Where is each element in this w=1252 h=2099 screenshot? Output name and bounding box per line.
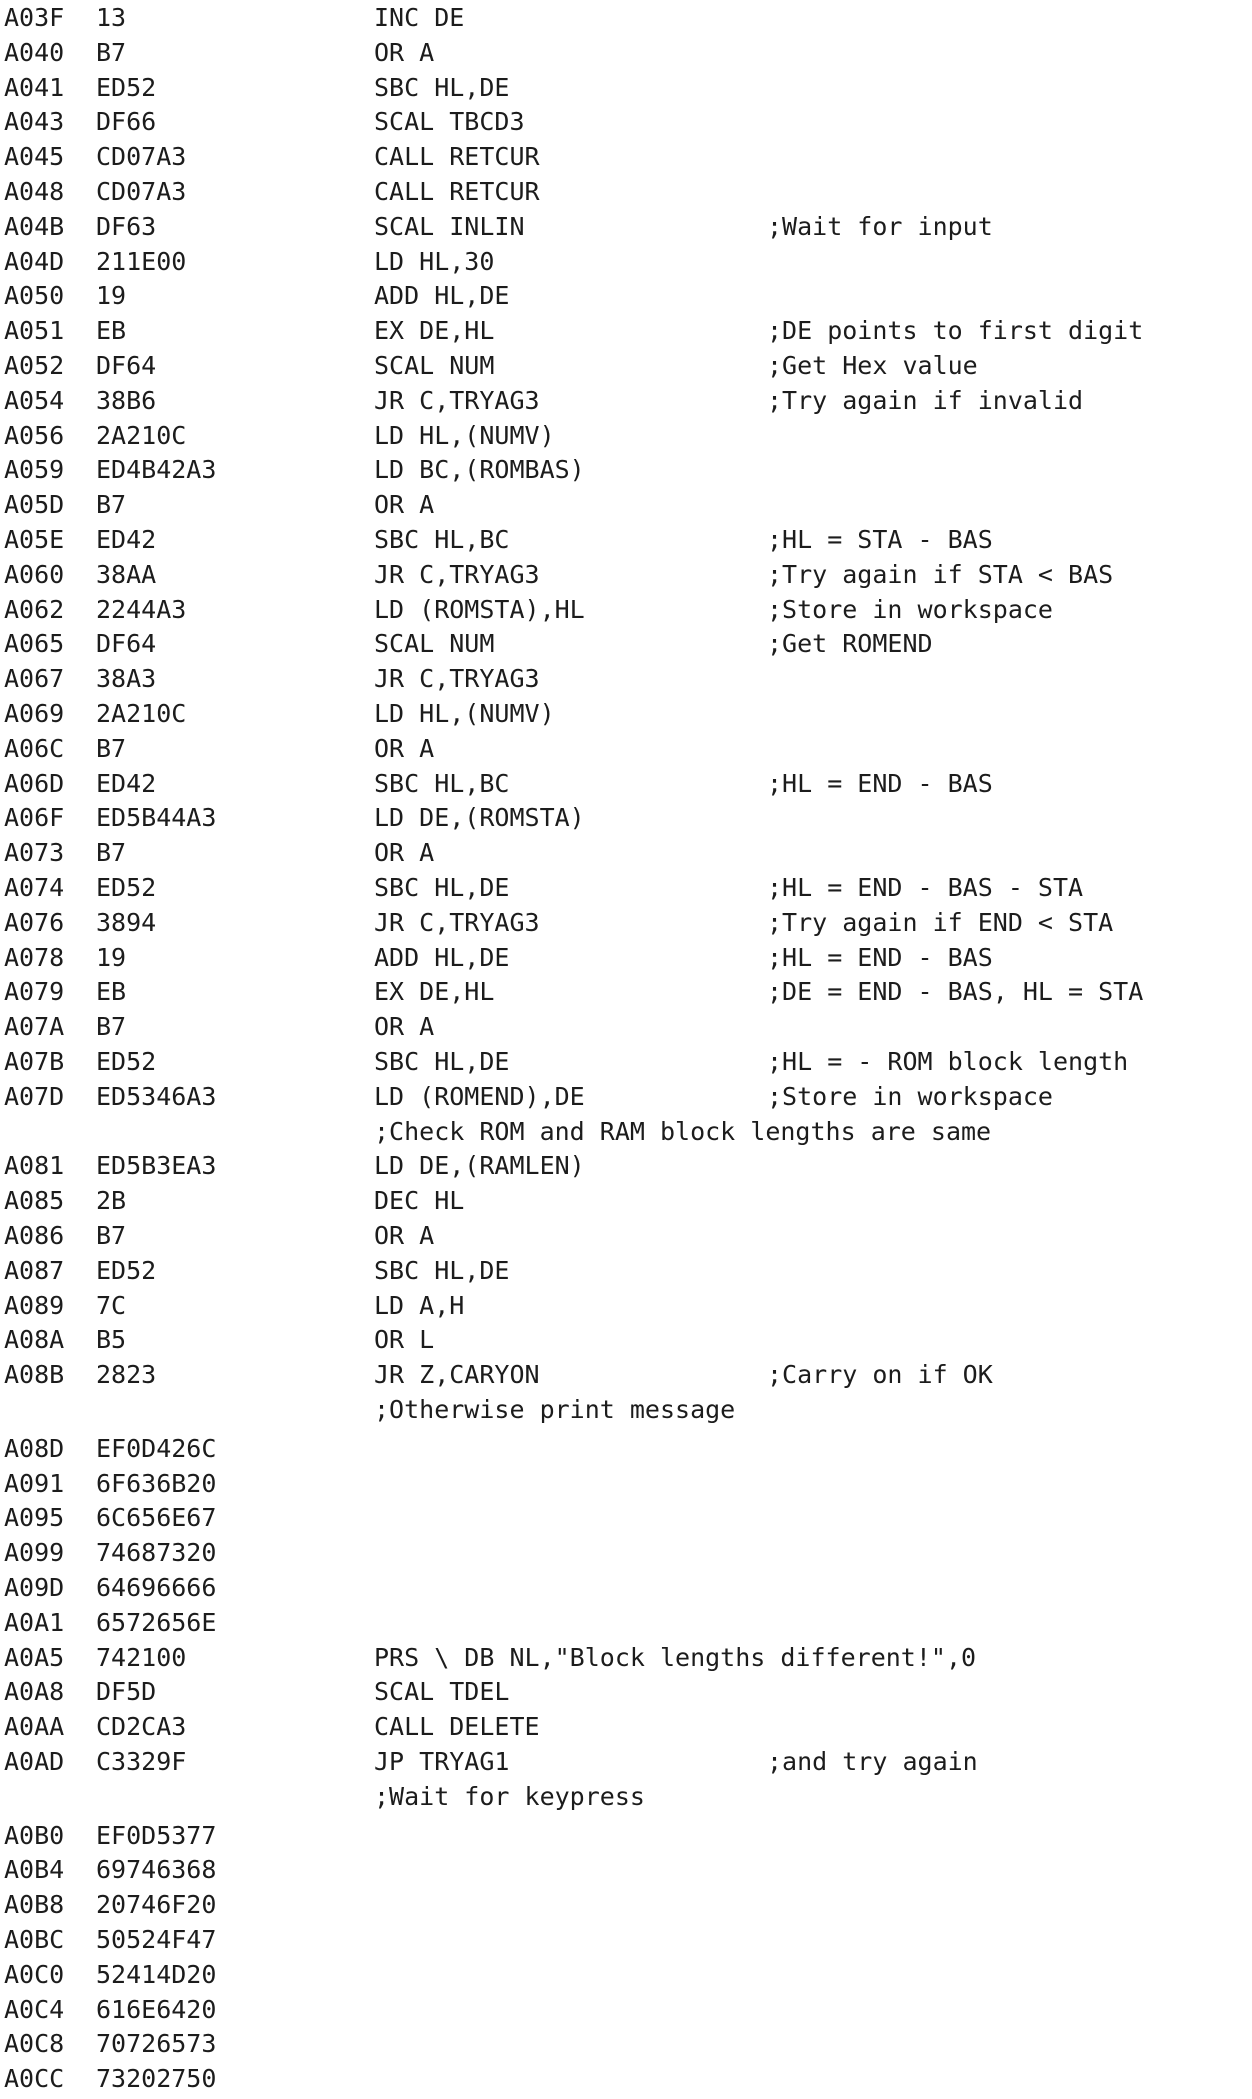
machine-code: DF5D [96, 1677, 157, 1706]
machine-code: 69746368 [96, 1855, 217, 1884]
address: A07B [4, 1047, 65, 1076]
comment: ;Try again if STA < BAS [767, 560, 1114, 589]
listing-line [0, 209, 1252, 244]
address: A059 [4, 455, 65, 484]
address: A087 [4, 1256, 65, 1285]
address: A043 [4, 107, 65, 136]
instruction: SCAL NUM [374, 629, 495, 658]
listing-line [0, 1852, 1252, 1887]
instruction: LD DE,(ROMSTA) [374, 803, 585, 832]
listing-line [0, 940, 1252, 975]
address: A09D [4, 1573, 65, 1602]
machine-code: DF66 [96, 107, 157, 136]
instruction: CALL DELETE [374, 1712, 540, 1741]
instruction: CALL RETCUR [374, 177, 540, 206]
address: A078 [4, 943, 65, 972]
address: A08B [4, 1360, 65, 1389]
address: A07D [4, 1082, 65, 1111]
machine-code: 73202750 [96, 2064, 217, 2093]
section-comment: ;Check ROM and RAM block lengths are same [374, 1117, 992, 1146]
instruction: CALL RETCUR [374, 142, 540, 171]
address: A099 [4, 1538, 65, 1567]
listing-line [0, 104, 1252, 139]
address: A085 [4, 1186, 65, 1215]
section-comment: ;Wait for keypress [374, 1782, 645, 1811]
comment: ;Try again if END < STA [767, 908, 1114, 937]
address: A04B [4, 212, 65, 241]
listing-line [0, 35, 1252, 70]
machine-code: 2244A3 [96, 595, 187, 624]
machine-code: ED52 [96, 73, 157, 102]
address: A054 [4, 386, 65, 415]
address: A0AA [4, 1712, 65, 1741]
listing-line [0, 1079, 1252, 1114]
instruction: EX DE,HL [374, 316, 495, 345]
listing-line [0, 452, 1252, 487]
comment: ;Store in workspace [767, 1082, 1053, 1111]
address: A065 [4, 629, 65, 658]
address: A08D [4, 1434, 65, 1463]
listing-line [0, 661, 1252, 696]
listing-line [0, 2026, 1252, 2061]
instruction: EX DE,HL [374, 977, 495, 1006]
address: A05E [4, 525, 65, 554]
address: A050 [4, 281, 65, 310]
machine-code: 38B6 [96, 386, 157, 415]
listing-line [0, 1431, 1252, 1466]
listing-line [0, 2061, 1252, 2096]
comment: ;Wait for input [767, 212, 993, 241]
listing-line [0, 1640, 1252, 1675]
instruction: SCAL TDEL [374, 1677, 510, 1706]
address: A0C8 [4, 2029, 65, 2058]
address: A04D [4, 247, 65, 276]
address: A0B8 [4, 1890, 65, 1919]
address: A06D [4, 769, 65, 798]
machine-code: 19 [96, 943, 127, 972]
machine-code: ED5B3EA3 [96, 1151, 217, 1180]
address: A0B0 [4, 1821, 65, 1850]
machine-code: B7 [96, 490, 127, 519]
machine-code: C3329F [96, 1747, 187, 1776]
machine-code: 70726573 [96, 2029, 217, 2058]
instruction: JR C,TRYAG3 [374, 664, 540, 693]
listing-line [0, 696, 1252, 731]
instruction: SCAL NUM [374, 351, 495, 380]
listing-line [0, 139, 1252, 174]
address: A041 [4, 73, 65, 102]
listing-line [0, 1605, 1252, 1640]
listing-line [0, 1114, 1252, 1149]
address: A0A8 [4, 1677, 65, 1706]
address: A05D [4, 490, 65, 519]
listing-line [0, 905, 1252, 940]
listing-line [0, 1466, 1252, 1501]
machine-code: 6C656E67 [96, 1503, 217, 1532]
machine-code: ED42 [96, 769, 157, 798]
instruction: SBC HL,DE [374, 1047, 510, 1076]
address: A0A1 [4, 1608, 65, 1637]
comment: ;HL = STA - BAS [767, 525, 993, 554]
listing-line [0, 1148, 1252, 1183]
comment: ;DE points to first digit [767, 316, 1144, 345]
machine-code: ED5B44A3 [96, 803, 217, 832]
address: A060 [4, 560, 65, 589]
listing-line [0, 0, 1252, 35]
listing-line [0, 626, 1252, 661]
machine-code: EF0D5377 [96, 1821, 217, 1850]
machine-code: 38A3 [96, 664, 157, 693]
machine-code: CD2CA3 [96, 1712, 187, 1741]
address: A06C [4, 734, 65, 763]
address: A052 [4, 351, 65, 380]
listing-line [0, 1818, 1252, 1853]
machine-code: 3894 [96, 908, 157, 937]
machine-code: B7 [96, 1221, 127, 1250]
machine-code: B7 [96, 838, 127, 867]
machine-code: CD07A3 [96, 177, 187, 206]
instruction: OR A [374, 490, 435, 519]
instruction: SCAL TBCD3 [374, 107, 525, 136]
address: A056 [4, 421, 65, 450]
machine-code: B7 [96, 1012, 127, 1041]
instruction: JR C,TRYAG3 [374, 386, 540, 415]
instruction: DEC HL [374, 1186, 465, 1215]
address: A062 [4, 595, 65, 624]
address: A0AD [4, 1747, 65, 1776]
listing-line [0, 1887, 1252, 1922]
address: A08A [4, 1325, 65, 1354]
listing-line [0, 383, 1252, 418]
machine-code: EB [96, 977, 127, 1006]
listing-line [0, 1674, 1252, 1709]
address: A079 [4, 977, 65, 1006]
machine-code: 6F636B20 [96, 1469, 217, 1498]
instruction: SBC HL,BC [374, 769, 510, 798]
machine-code: 2A210C [96, 421, 187, 450]
comment: ;HL = END - BAS [767, 943, 993, 972]
instruction: JP TRYAG1 [374, 1747, 510, 1776]
section-comment: ;Otherwise print message [374, 1395, 736, 1424]
instruction: ADD HL,DE [374, 281, 510, 310]
listing-line [0, 313, 1252, 348]
address: A0B4 [4, 1855, 65, 1884]
address: A073 [4, 838, 65, 867]
address: A051 [4, 316, 65, 345]
instruction: LD HL,30 [374, 247, 495, 276]
address: A0A5 [4, 1643, 65, 1672]
machine-code: 2B [96, 1186, 127, 1215]
address: A06F [4, 803, 65, 832]
instruction: LD BC,(ROMBAS) [374, 455, 585, 484]
address: A074 [4, 873, 65, 902]
machine-code: 64696666 [96, 1573, 217, 1602]
instruction: OR A [374, 1221, 435, 1250]
instruction: SCAL INLIN [374, 212, 525, 241]
machine-code: 6572656E [96, 1608, 217, 1637]
machine-code: 50524F47 [96, 1925, 217, 1954]
comment: ;Store in workspace [767, 595, 1053, 624]
instruction: ADD HL,DE [374, 943, 510, 972]
machine-code: DF64 [96, 351, 157, 380]
machine-code: DF63 [96, 212, 157, 241]
listing-line [0, 800, 1252, 835]
machine-code: EB [96, 316, 127, 345]
listing-line [0, 870, 1252, 905]
listing-line [0, 1044, 1252, 1079]
machine-code: CD07A3 [96, 142, 187, 171]
machine-code: B7 [96, 38, 127, 67]
comment: ;Try again if invalid [767, 386, 1084, 415]
address: A0C4 [4, 1995, 65, 2024]
address: A069 [4, 699, 65, 728]
listing-line [0, 1288, 1252, 1323]
machine-code: ED52 [96, 873, 157, 902]
listing-line [0, 1957, 1252, 1992]
listing-line [0, 278, 1252, 313]
listing-line [0, 1570, 1252, 1605]
instruction: SBC HL,BC [374, 525, 510, 554]
listing-line [0, 1709, 1252, 1744]
instruction: LD A,H [374, 1291, 465, 1320]
instruction: SBC HL,DE [374, 1256, 510, 1285]
instruction: JR Z,CARYON [374, 1360, 540, 1389]
comment: ;Get Hex value [767, 351, 978, 380]
comment: ;DE = END - BAS, HL = STA [767, 977, 1144, 1006]
instruction: OR A [374, 38, 435, 67]
comment: ;HL = END - BAS [767, 769, 993, 798]
machine-code: 74687320 [96, 1538, 217, 1567]
address: A07A [4, 1012, 65, 1041]
address: A040 [4, 38, 65, 67]
machine-code: ED42 [96, 525, 157, 554]
machine-code: 2A210C [96, 699, 187, 728]
address: A067 [4, 664, 65, 693]
machine-code: ED4B42A3 [96, 455, 217, 484]
listing-line [0, 1322, 1252, 1357]
machine-code: 13 [96, 3, 127, 32]
listing-line [0, 1218, 1252, 1253]
comment: ;HL = - ROM block length [767, 1047, 1129, 1076]
listing-line [0, 1744, 1252, 1779]
machine-code: EF0D426C [96, 1434, 217, 1463]
machine-code: B7 [96, 734, 127, 763]
comment: ;and try again [767, 1747, 978, 1776]
listing-line [0, 1922, 1252, 1957]
instruction: LD (ROMSTA),HL [374, 595, 585, 624]
listing-line [0, 557, 1252, 592]
listing-line [0, 592, 1252, 627]
listing-line [0, 487, 1252, 522]
instruction: PRS \ DB NL,"Block lengths different!",0 [374, 1643, 977, 1672]
listing-line [0, 974, 1252, 1009]
listing-line [0, 1535, 1252, 1570]
listing-line [0, 835, 1252, 870]
instruction: LD DE,(RAMLEN) [374, 1151, 585, 1180]
instruction: LD HL,(NUMV) [374, 699, 555, 728]
address: A048 [4, 177, 65, 206]
address: A091 [4, 1469, 65, 1498]
address: A089 [4, 1291, 65, 1320]
address: A045 [4, 142, 65, 171]
listing-line [0, 70, 1252, 105]
listing-line [0, 418, 1252, 453]
listing-line [0, 766, 1252, 801]
instruction: LD HL,(NUMV) [374, 421, 555, 450]
machine-code: 742100 [96, 1643, 187, 1672]
address: A0C0 [4, 1960, 65, 1989]
listing-line [0, 731, 1252, 766]
address: A0BC [4, 1925, 65, 1954]
address: A095 [4, 1503, 65, 1532]
instruction: OR A [374, 1012, 435, 1041]
listing-line [0, 244, 1252, 279]
machine-code: 7C [96, 1291, 127, 1320]
machine-code: DF64 [96, 629, 157, 658]
comment: ;Carry on if OK [767, 1360, 993, 1389]
instruction: OR L [374, 1325, 435, 1354]
machine-code: ED52 [96, 1256, 157, 1285]
instruction: SBC HL,DE [374, 73, 510, 102]
comment: ;Get ROMEND [767, 629, 933, 658]
machine-code: ED52 [96, 1047, 157, 1076]
machine-code: 52414D20 [96, 1960, 217, 1989]
listing-line [0, 1357, 1252, 1392]
listing-line [0, 348, 1252, 383]
address: A076 [4, 908, 65, 937]
listing-line [0, 1009, 1252, 1044]
instruction: OR A [374, 734, 435, 763]
instruction: INC DE [374, 3, 465, 32]
comment: ;HL = END - BAS - STA [767, 873, 1084, 902]
machine-code: 211E00 [96, 247, 187, 276]
address: A03F [4, 3, 65, 32]
listing-line [0, 1183, 1252, 1218]
instruction: JR C,TRYAG3 [374, 560, 540, 589]
machine-code: ED5346A3 [96, 1082, 217, 1111]
machine-code: 20746F20 [96, 1890, 217, 1919]
listing-line [0, 174, 1252, 209]
listing-line [0, 522, 1252, 557]
address: A0CC [4, 2064, 65, 2093]
machine-code: 38AA [96, 560, 157, 589]
instruction: SBC HL,DE [374, 873, 510, 902]
instruction: JR C,TRYAG3 [374, 908, 540, 937]
machine-code: B5 [96, 1325, 127, 1354]
address: A081 [4, 1151, 65, 1180]
listing-line [0, 1992, 1252, 2027]
instruction: OR A [374, 838, 435, 867]
address: A086 [4, 1221, 65, 1250]
machine-code: 2823 [96, 1360, 157, 1389]
listing-line [0, 1500, 1252, 1535]
machine-code: 19 [96, 281, 127, 310]
listing-line [0, 1253, 1252, 1288]
listing-line [0, 1779, 1252, 1814]
instruction: LD (ROMEND),DE [374, 1082, 585, 1111]
listing-line [0, 1392, 1252, 1427]
machine-code: 616E6420 [96, 1995, 217, 2024]
